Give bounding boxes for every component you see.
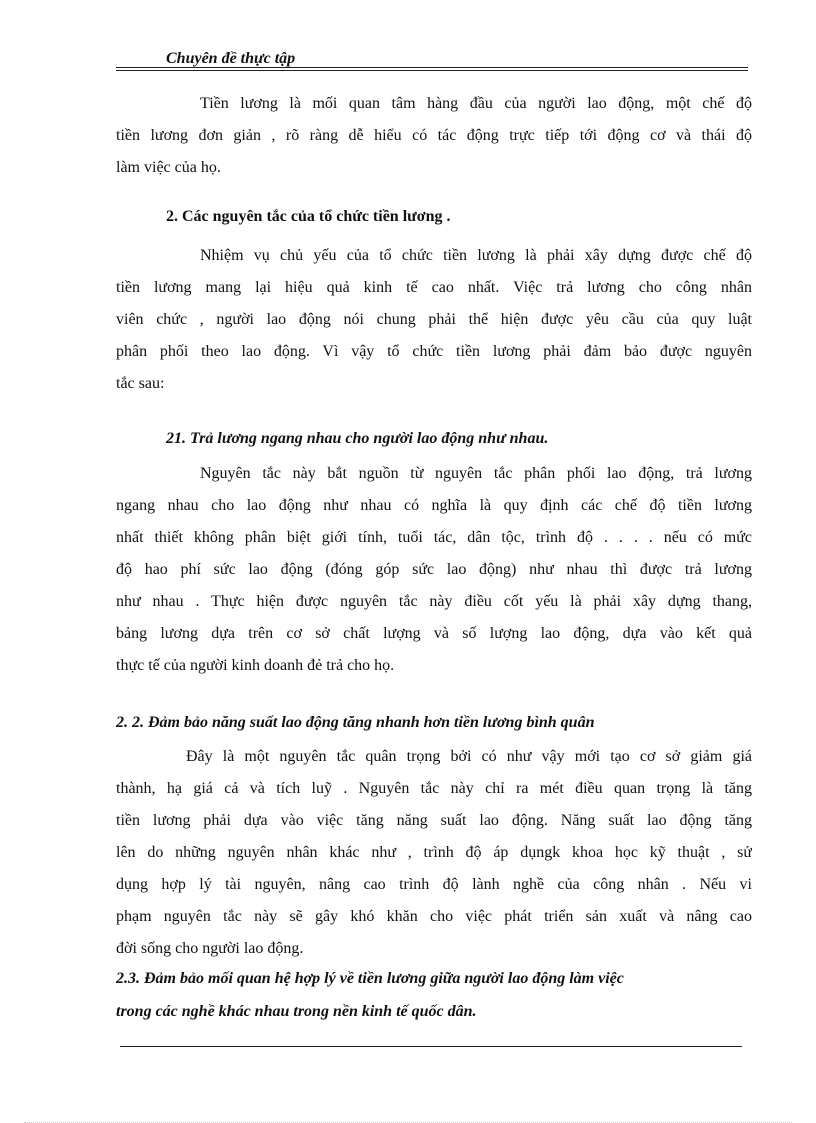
section-21-paragraph: [116, 458, 752, 682]
text-line: thành, hạ giá cả và tích luỹ . Nguyên tắc này chỉ ra mét điều quan trọng là tăng: [116, 780, 752, 797]
text-line: như nhau . Thực hiện được nguyên tắc này điều cốt yếu là phải xây dựng thang,: [116, 593, 752, 610]
text-line: tắc sau:: [116, 375, 165, 392]
text-line: bảng lương dựa trên cơ sở chất lượng và số lượng lao động, dựa vào kết quả: [116, 625, 752, 642]
text-line: thực tế của người kinh doanh đẻ trả cho họ.: [116, 657, 395, 674]
text-line: phân phối theo lao động. Vì vậy tổ chức tiền lương phải đảm bảo được nguyên: [116, 343, 752, 360]
text-line: dụng hợp lý tài nguyên, nâng cao trình độ lành nghề của công nhân . Nếu vi: [116, 876, 752, 893]
intro-paragraph: [116, 88, 752, 184]
text-line: tiền lương đơn giản , rõ ràng dễ hiểu có tác động trực tiếp tới động cơ và thái độ: [116, 127, 752, 144]
section-23-heading-line-2: trong các nghề khác nhau trong nền kinh tế quốc dân.: [116, 1003, 477, 1020]
section-21-heading: 21. Trả lương ngang nhau cho người lao động như nhau.: [166, 430, 549, 447]
text-line: Đây là một nguyên tắc quân trọng bởi có như vậy mới tạo cơ sở giảm giá: [186, 748, 752, 765]
section-2-paragraph: [116, 240, 752, 400]
text-line: lên do những nguyên nhân khác như , trình độ áp dụngk khoa học kỹ thuật , sử: [116, 844, 752, 861]
header-rule-bottom: [116, 70, 748, 71]
text-line: tiền lương mang lại hiệu quả kinh tế cao nhất. Việc trả lương cho công nhân: [116, 279, 752, 296]
header-title: Chuyên đề thực tập: [166, 50, 296, 67]
section-2-heading: 2. Các nguyên tắc của tổ chức tiền lương .: [166, 208, 451, 225]
text-line: Nguyên tắc này bắt nguồn từ nguyên tắc phân phối lao động, trả lương: [200, 465, 752, 482]
text-line: độ hao phí sức lao động (đóng góp sức lao động) như nhau thì được trả lương: [116, 561, 752, 578]
section-22-paragraph: [116, 741, 752, 965]
text-line: tiền lương phải dựa vào việc tăng năng suất lao động. Năng suất lao động tăng: [116, 812, 752, 829]
text-line: Tiền lương là mối quan tâm hàng đầu của người lao động, một chế độ: [200, 95, 752, 112]
text-line: nhất thiết không phân biệt giới tính, tuổi tác, dân tộc, trình độ . . . . nếu có mức: [116, 529, 752, 546]
section-22-heading: 2. 2. Đảm bảo năng suất lao động tăng nhanh hơn tiền lương bình quân: [116, 714, 595, 731]
header-rule-top: [116, 67, 748, 68]
text-line: phạm nguyên tắc này sẽ gây khó khăn cho việc phát triển sản xuất và nâng cao: [116, 908, 752, 925]
text-line: viên chức , người lao động nói chung phải thể hiện được yêu cầu của quy luật: [116, 311, 752, 328]
text-line: Nhiệm vụ chủ yếu của tổ chức tiền lương là phải xây dựng được chế độ: [200, 247, 752, 264]
text-line: ngang nhau cho lao động như nhau có nghĩa là quy định các chế độ tiền lương: [116, 497, 752, 514]
footer-rule: [120, 1046, 742, 1047]
section-23-heading-line-1: 2.3. Đảm bảo mối quan hệ hợp lý về tiền lương giữa người lao động làm việc: [116, 970, 624, 987]
text-line: đời sống cho người lao động.: [116, 940, 304, 957]
text-line: làm việc của họ.: [116, 159, 221, 176]
